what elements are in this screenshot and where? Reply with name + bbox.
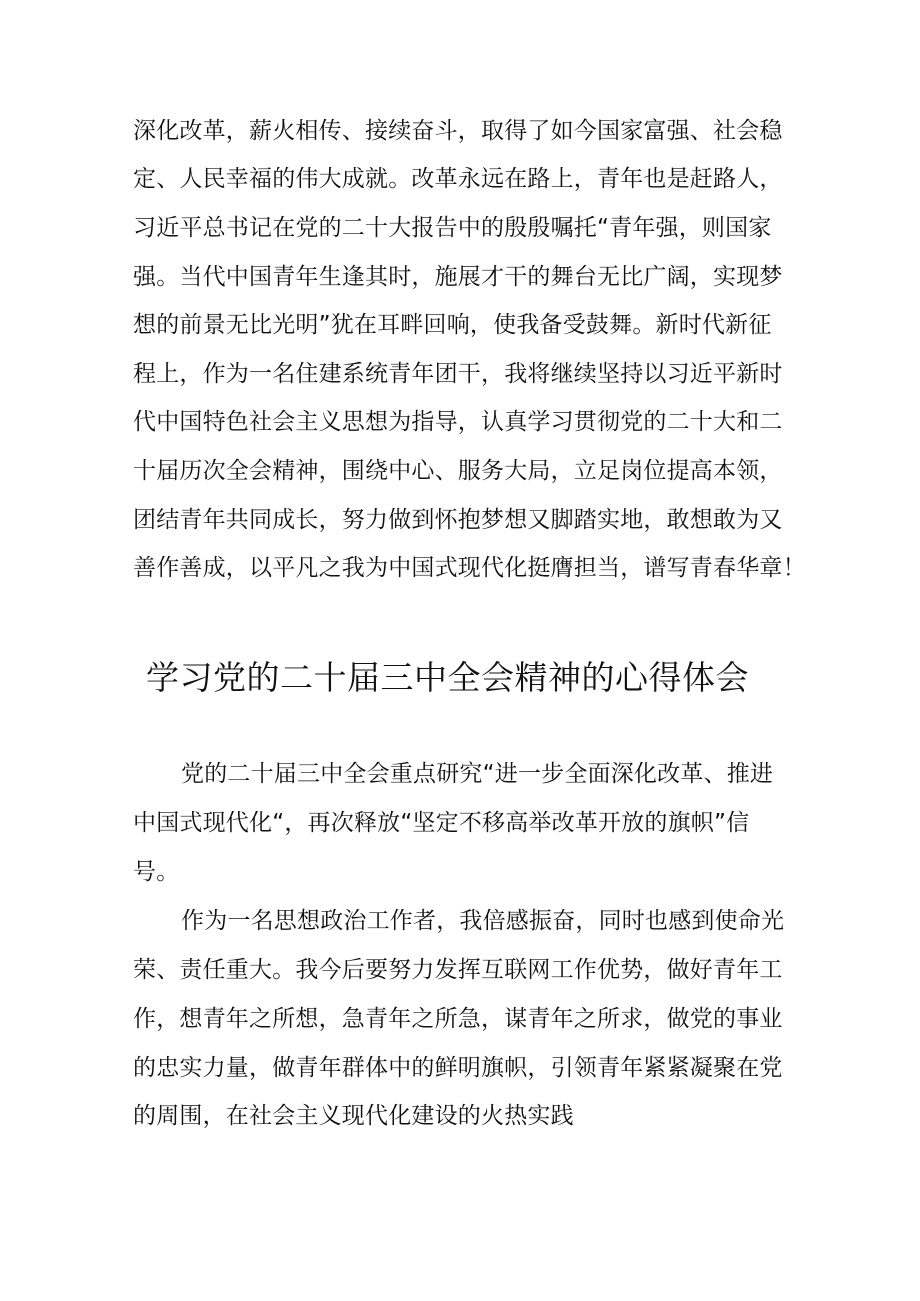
paragraph-1-line: 强。当代中国青年生逢其时，施展才干的舞台无比广阔，实现梦 — [133, 264, 783, 290]
paragraph-3-line: 作为一名思想政治工作者，我倍感振奋，同时也感到使命光 — [181, 908, 785, 934]
paragraph-3-line: 的周围，在社会主义现代化建设的火热实践 — [133, 1103, 574, 1129]
paragraph-1-line: 定、人民幸福的伟大成就。改革永远在路上，青年也是赶路人， — [133, 166, 783, 192]
paragraph-3-line: 荣、责任重大。我今后要努力发挥互联网工作优势，做好青年工 — [133, 957, 783, 983]
paragraph-1-line: 深化改革，薪火相传、接续奋斗，取得了如今国家富强、社会稳 — [133, 118, 783, 144]
paragraph-2-line: 党的二十届三中全会重点研究“进一步全面深化改革、推进 — [181, 761, 774, 787]
paragraph-1-line: 善作善成，以平凡之我为中国式现代化挺膺担当，谱写青春华章！ — [133, 555, 806, 581]
paragraph-1-line: 程上，作为一名住建系统青年团干，我将继续坚持以习近平新时 — [133, 361, 783, 387]
paragraph-1-line: 代中国特色社会主义思想为指导，认真学习贯彻党的二十大和二 — [133, 409, 783, 435]
paragraph-3-line: 作，想青年之所想，急青年之所急，谋青年之所求，做党的事业 — [133, 1006, 783, 1032]
paragraph-1-line: 团结青年共同成长，努力做到怀抱梦想又脚踏实地，敢想敢为又 — [133, 507, 783, 533]
section-heading: 学习党的二十届三中全会精神的心得体会 — [146, 658, 749, 697]
paragraph-1-line: 十届历次全会精神，围绕中心、服务大局，立足岗位提高本领， — [133, 458, 783, 484]
paragraph-2-line: 中国式现代化“，再次释放“坚定不移高举改革开放的旗帜”信 — [133, 810, 750, 836]
paragraph-3-line: 的忠实力量，做青年群体中的鲜明旗帜，引领青年紧紧凝聚在党 — [133, 1055, 783, 1081]
paragraph-1-line: 习近平总书记在党的二十大报告中的殷殷嘱托“青年强，则国家 — [133, 215, 772, 241]
paragraph-1-line: 想的前景无比光明”犹在耳畔回响，使我备受鼓舞。新时代新征 — [133, 312, 772, 338]
paragraph-2-line: 号。 — [133, 859, 180, 885]
